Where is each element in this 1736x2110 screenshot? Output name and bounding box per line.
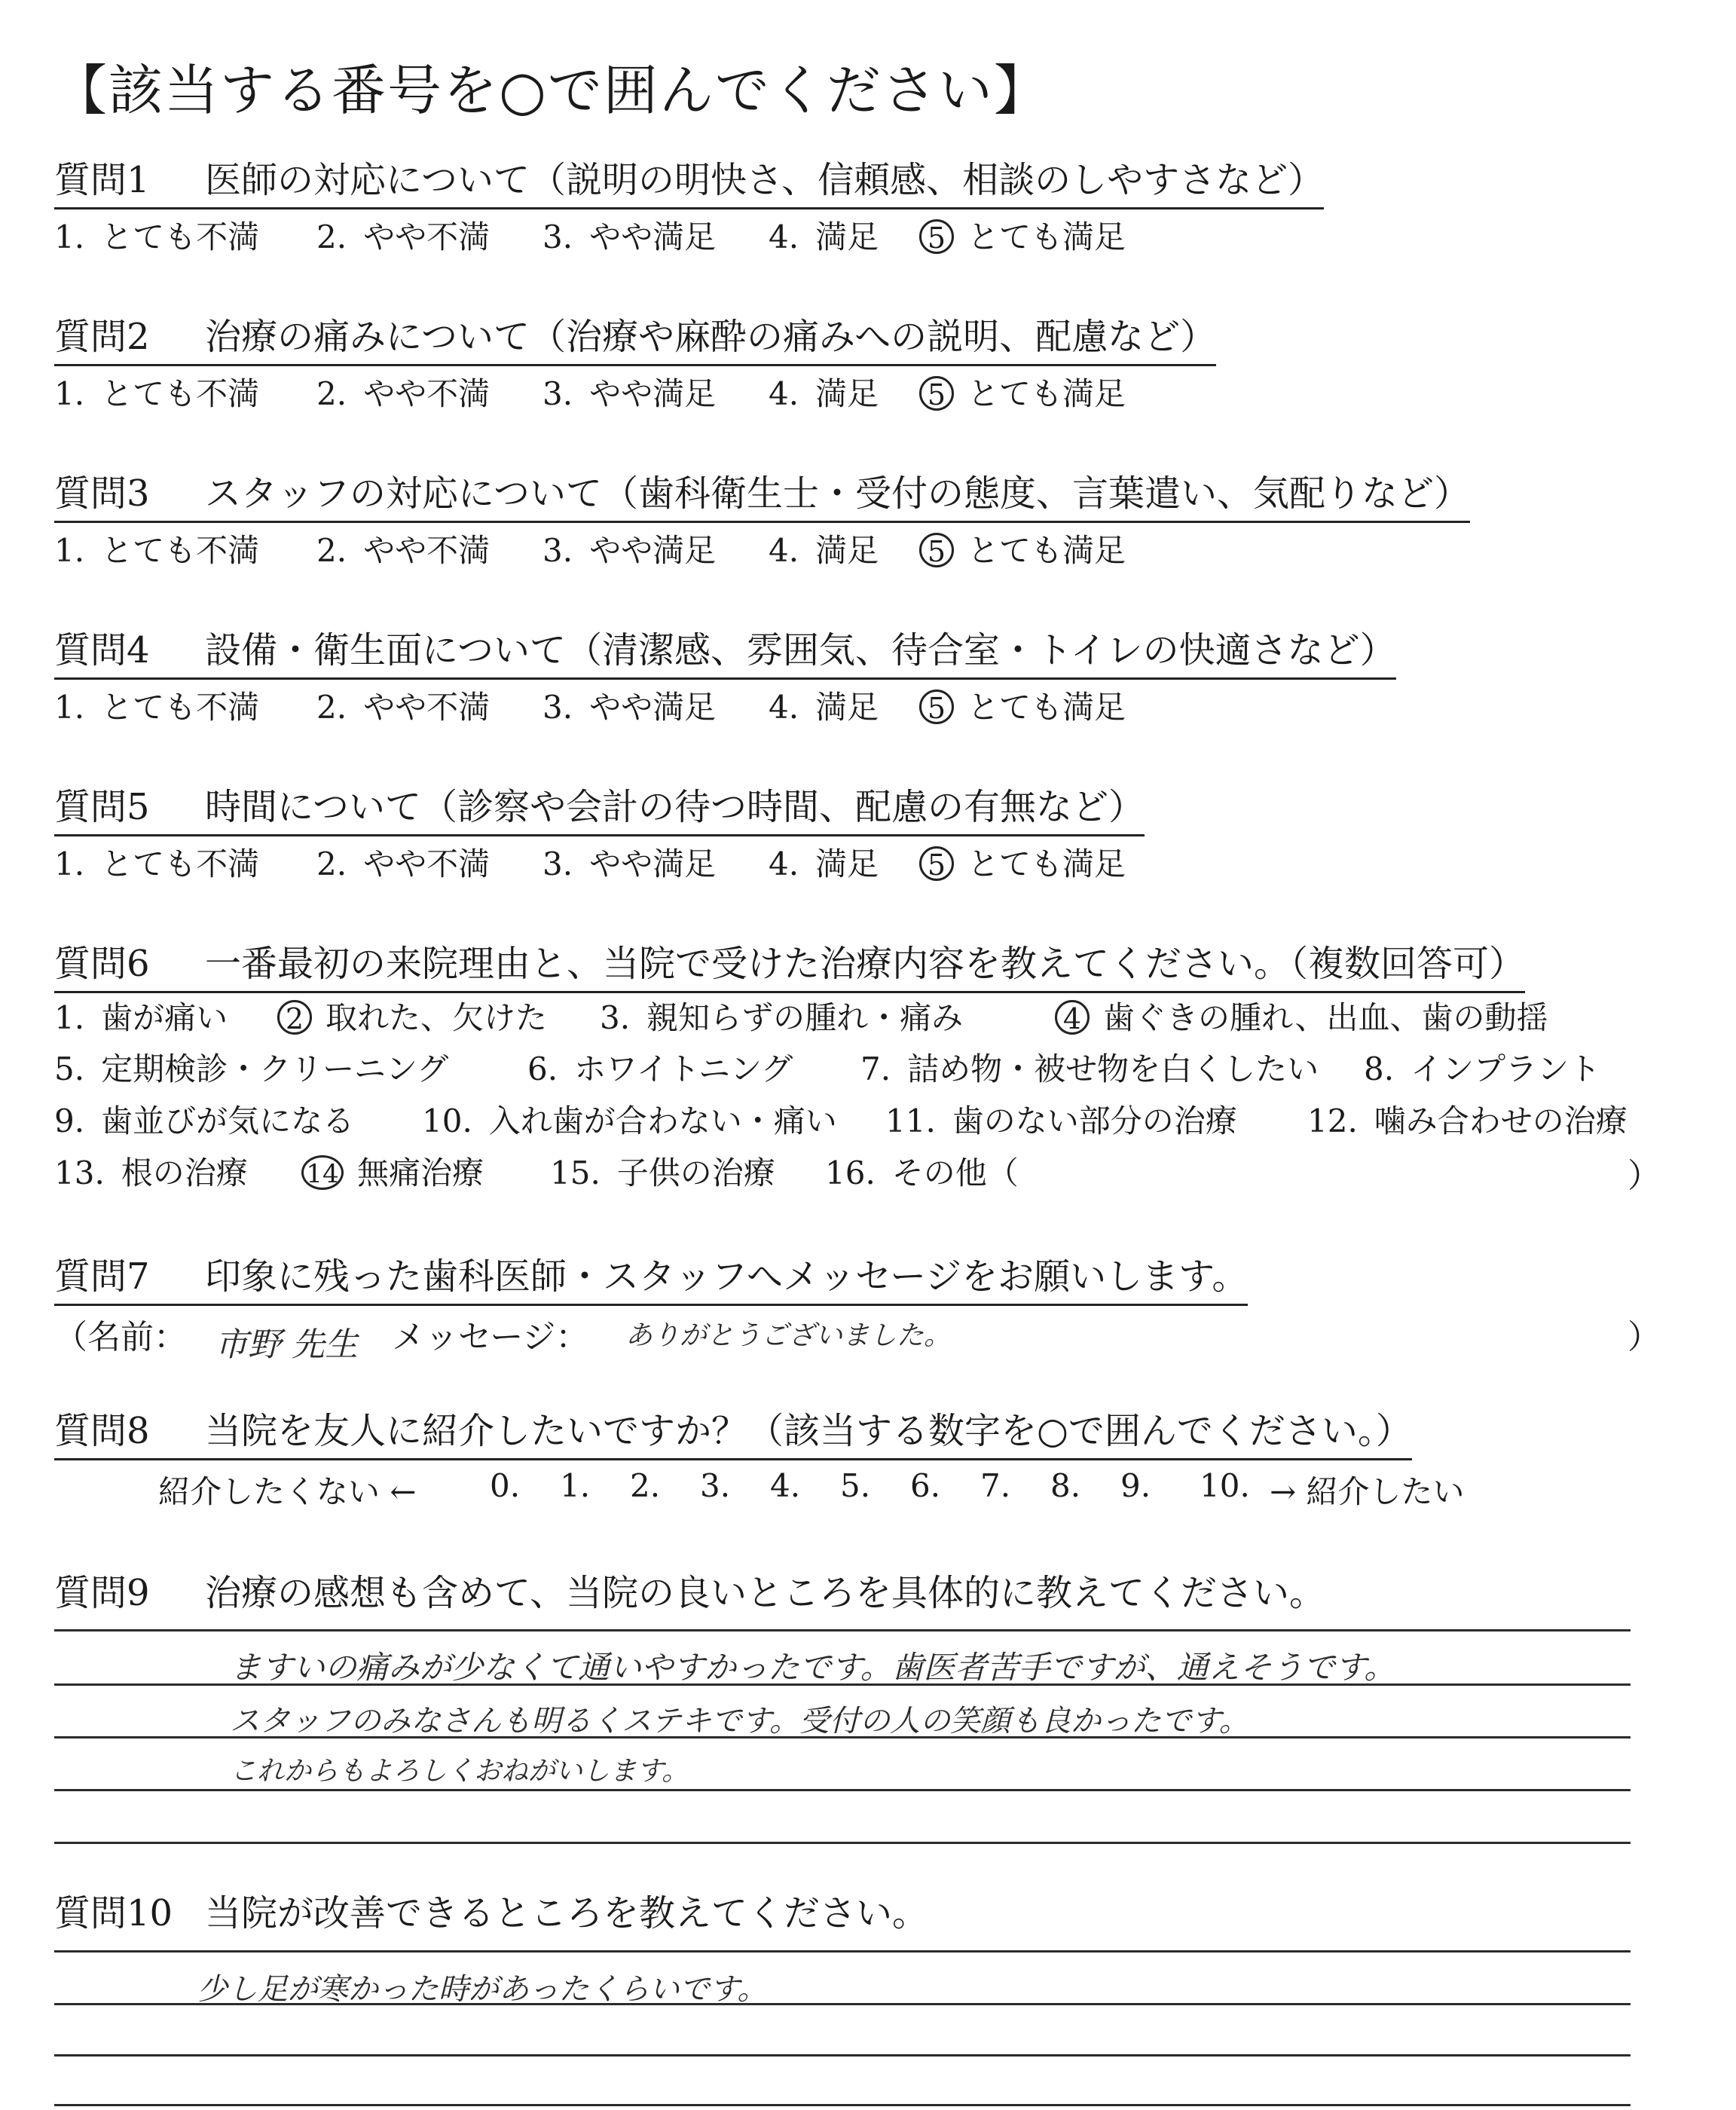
scale-option	[316, 213, 490, 258]
option-number: 4.	[769, 689, 799, 726]
close-paren: ）	[1628, 1157, 1661, 1195]
question-2-title	[54, 307, 1216, 366]
option-label: とても不満	[101, 375, 260, 412]
scale-option	[54, 683, 259, 728]
option-number: 4.	[769, 219, 799, 255]
option-label: とても満足	[967, 846, 1126, 882]
scale-option	[919, 369, 1126, 414]
scale-option	[769, 526, 879, 571]
q9-answer-line-2: スタッフのみなさんも明るくステキです。受付の人の笑顔も良かったです。	[230, 1704, 1249, 1738]
question-text: 医師の対応について（説明の明快さ、信頼感、相談のしやすさなど）	[205, 159, 1325, 201]
option-label: とても満足	[967, 375, 1126, 412]
recommend-scale-number: 10.	[1200, 1467, 1250, 1504]
option-label: 満足	[815, 219, 879, 255]
scale-option	[542, 213, 716, 258]
option-number: 2.	[316, 219, 347, 255]
question-number: 質問2	[54, 316, 150, 358]
option-label: とても満足	[967, 219, 1126, 255]
q6-option	[301, 1148, 484, 1194]
question-text: スタッフの対応について（歯科衛生士・受付の態度、言葉遣い、気配りなど）	[205, 472, 1471, 515]
option-label: 満足	[815, 689, 879, 726]
question-7-title	[54, 1247, 1248, 1306]
scale-option	[542, 369, 716, 414]
option-number: 3.	[542, 219, 573, 255]
scale-option	[769, 839, 879, 885]
question-number: 質問6	[54, 943, 150, 985]
question-9-title	[54, 1564, 1325, 1620]
scale-option	[919, 683, 1126, 728]
option-label: やや満足	[589, 532, 717, 569]
option-label: とても不満	[101, 219, 260, 255]
option-label: 親知らずの腫れ・痛み	[646, 999, 964, 1036]
recommend-scale-number: 6.	[910, 1467, 941, 1504]
question-number: 質問5	[54, 786, 150, 828]
question-number: 質問4	[54, 629, 150, 671]
q6-option	[550, 1148, 775, 1194]
option-label: 噛み合わせの治療	[1374, 1102, 1628, 1139]
option-label: 歯のない部分の治療	[952, 1102, 1237, 1139]
option-label: とても満足	[967, 532, 1126, 569]
option-number: 1.	[54, 219, 85, 255]
q6-option	[527, 1044, 793, 1090]
question-number: 質問8	[54, 1410, 150, 1452]
answer-line	[54, 1950, 1631, 1953]
recommend-scale-number: 2.	[630, 1467, 661, 1504]
option-label: 根の治療	[121, 1154, 248, 1191]
circled-option-number: 4	[1055, 1000, 1090, 1035]
recommend-scale-number: 0.	[490, 1467, 521, 1504]
circled-option-number: 5	[919, 376, 954, 411]
question-10-title	[54, 1884, 928, 1940]
scale-option	[542, 526, 716, 571]
circled-option-number: 14	[301, 1155, 344, 1190]
q6-option	[1364, 1044, 1600, 1090]
q6-option	[885, 1096, 1237, 1142]
option-label: 取れた、欠けた	[326, 999, 548, 1036]
option-label: とても不満	[101, 532, 260, 569]
scale-option	[769, 369, 879, 414]
option-number: 1.	[54, 375, 85, 412]
option-label: やや満足	[589, 375, 717, 412]
question-text: 印象に残った歯科医師・スタッフへメッセージをお願いします。	[205, 1255, 1249, 1298]
option-label: 満足	[815, 375, 879, 412]
q6-option	[54, 1096, 354, 1142]
option-label: やや不満	[363, 846, 491, 882]
name-handwritten: 市野 先生	[215, 1326, 358, 1364]
option-number: 3.	[542, 689, 573, 726]
q6-option	[600, 993, 963, 1038]
option-label: 満足	[815, 846, 879, 882]
option-number: 13.	[54, 1154, 105, 1191]
scale-option	[919, 213, 1126, 258]
option-label: 定期検診・クリーニング	[101, 1050, 449, 1087]
option-number: 1.	[54, 999, 85, 1036]
scale-option	[54, 213, 259, 258]
message-label: メッセージ：	[392, 1318, 589, 1356]
recommend-scale-number: 8.	[1050, 1467, 1081, 1504]
option-label: やや不満	[363, 689, 491, 726]
option-label: ホワイトニング	[574, 1050, 793, 1087]
recommend-scale-number: 1.	[560, 1467, 591, 1504]
q6-option	[825, 1148, 1019, 1194]
option-number: 8.	[1364, 1050, 1395, 1087]
scale-option	[919, 839, 1126, 885]
option-label: とても不満	[101, 689, 260, 726]
question-number: 質問3	[54, 472, 150, 515]
option-number: 2.	[316, 532, 347, 569]
scale-option	[769, 213, 879, 258]
q6-option	[1307, 1096, 1628, 1142]
q6-option	[860, 1044, 1319, 1090]
option-number: 12.	[1307, 1102, 1358, 1139]
option-number: 2.	[316, 846, 347, 882]
question-4-title	[54, 621, 1396, 680]
option-label: とても満足	[967, 689, 1126, 726]
message-handwritten: ありがとうございました。	[625, 1320, 952, 1351]
option-number: 2.	[316, 375, 347, 412]
option-label: とても不満	[101, 846, 260, 882]
answer-line	[54, 1789, 1631, 1791]
option-label: 歯並びが気になる	[101, 1102, 355, 1139]
page-header: 【該当する番号を○で囲んでください】	[53, 59, 1050, 122]
option-number: 5.	[54, 1050, 85, 1087]
scale-option	[316, 526, 490, 571]
option-number: 15.	[550, 1154, 601, 1191]
circled-option-number: 5	[919, 533, 954, 567]
option-label: やや不満	[363, 532, 491, 569]
option-label: 詰め物・被せ物を白くしたい	[907, 1050, 1319, 1087]
question-text: 当院を友人に紹介したいですか？（該当する数字を○で囲んでください。）	[205, 1410, 1412, 1452]
option-number: 4.	[769, 846, 799, 882]
scale-option	[54, 839, 259, 885]
option-label: その他（	[891, 1154, 1019, 1191]
option-number: 1.	[54, 689, 85, 726]
question-6-title	[54, 934, 1525, 993]
recommend-right-label: → 紹介したい	[1270, 1473, 1465, 1510]
recommend-scale-number: 4.	[770, 1467, 801, 1504]
question-number: 質問9	[54, 1572, 150, 1614]
scale-option	[54, 369, 259, 414]
question-8-title	[54, 1402, 1412, 1460]
question-number: 質問10	[54, 1892, 173, 1934]
option-number: 4.	[769, 532, 799, 569]
recommend-scale-number: 3.	[700, 1467, 731, 1504]
recommend-scale-number: 9.	[1120, 1467, 1151, 1504]
scale-option	[54, 526, 259, 571]
scale-option	[919, 526, 1126, 571]
option-number: 6.	[527, 1050, 558, 1087]
option-number: 7.	[860, 1050, 891, 1087]
question-number: 質問1	[54, 159, 150, 201]
option-label: 歯ぐきの腫れ、出血、歯の動揺	[1103, 999, 1548, 1036]
q9-answer-line-3: これからもよろしくおねがいします。	[230, 1756, 689, 1787]
scale-option	[316, 369, 490, 414]
question-text: 治療の感想も含めて、当院の良いところを具体的に教えてください。	[205, 1572, 1326, 1614]
q10-answer-line-1: 少し足が寒かった時があったくらいです。	[197, 1972, 768, 2007]
scale-option	[316, 839, 490, 885]
option-label: やや不満	[363, 375, 491, 412]
option-number: 3.	[542, 532, 573, 569]
option-label: 歯が痛い	[101, 999, 228, 1036]
question-text: 一番最初の来院理由と、当院で受けた治療内容を教えてください。（複数回答可）	[205, 943, 1526, 985]
recommend-scale-number: 7.	[980, 1467, 1011, 1504]
option-number: 3.	[600, 999, 631, 1036]
answer-line	[54, 1629, 1631, 1631]
option-number: 10.	[422, 1102, 472, 1139]
option-label: やや満足	[589, 219, 717, 255]
option-label: 入れ歯が合わない・痛い	[488, 1102, 837, 1139]
answer-line	[54, 2054, 1631, 2056]
option-label: やや不満	[363, 219, 491, 255]
answer-line	[54, 2104, 1631, 2106]
recommend-scale-number: 5.	[840, 1467, 871, 1504]
scale-option	[316, 683, 490, 728]
name-label: （名前：	[54, 1318, 187, 1356]
q9-answer-line-1: ますいの痛みが少なくて通いやすかったです。歯医者苦手ですが、通えそうです。	[230, 1649, 1396, 1686]
question-text: 設備・衛生面について（清潔感、雰囲気、待合室・トイレの快適さなど）	[205, 629, 1396, 671]
option-number: 1.	[54, 846, 85, 882]
close-paren: ）	[1628, 1318, 1661, 1356]
question-text: 当院が改善できるところを教えてください。	[205, 1892, 929, 1934]
circled-option-number: 5	[919, 690, 954, 724]
question-5-title	[54, 778, 1145, 836]
scale-option	[542, 683, 716, 728]
option-number: 1.	[54, 532, 85, 569]
question-number: 質問7	[54, 1255, 150, 1298]
question-1-title	[54, 151, 1324, 209]
option-number: 9.	[54, 1102, 85, 1139]
answer-line	[54, 1842, 1631, 1844]
option-label: 子供の治療	[616, 1154, 775, 1191]
q6-option	[54, 1148, 248, 1194]
q6-option	[277, 993, 547, 1038]
option-label: 満足	[815, 532, 879, 569]
q6-option	[1055, 993, 1548, 1038]
question-3-title	[54, 464, 1470, 523]
circled-option-number: 2	[277, 1000, 312, 1035]
scale-option	[769, 683, 879, 728]
option-label: やや満足	[589, 689, 717, 726]
question-text: 治療の痛みについて（治療や麻酔の痛みへの説明、配慮など）	[205, 316, 1217, 358]
option-number: 3.	[542, 375, 573, 412]
option-number: 16.	[825, 1154, 876, 1191]
q6-option	[54, 993, 228, 1038]
question-text: 時間について（診察や会計の待つ時間、配慮の有無など）	[205, 786, 1145, 828]
q6-option	[54, 1044, 448, 1090]
circled-option-number: 5	[919, 846, 954, 881]
q6-option	[422, 1096, 837, 1142]
option-number: 11.	[885, 1102, 936, 1139]
circled-option-number: 5	[919, 219, 954, 254]
option-number: 2.	[316, 689, 347, 726]
option-number: 4.	[769, 375, 799, 412]
recommend-left-label: 紹介したくない ←	[158, 1473, 417, 1510]
scale-option	[542, 839, 716, 885]
option-number: 3.	[542, 846, 573, 882]
option-label: インプラント	[1410, 1050, 1601, 1087]
option-label: やや満足	[589, 846, 717, 882]
option-label: 無痛治療	[357, 1154, 484, 1191]
